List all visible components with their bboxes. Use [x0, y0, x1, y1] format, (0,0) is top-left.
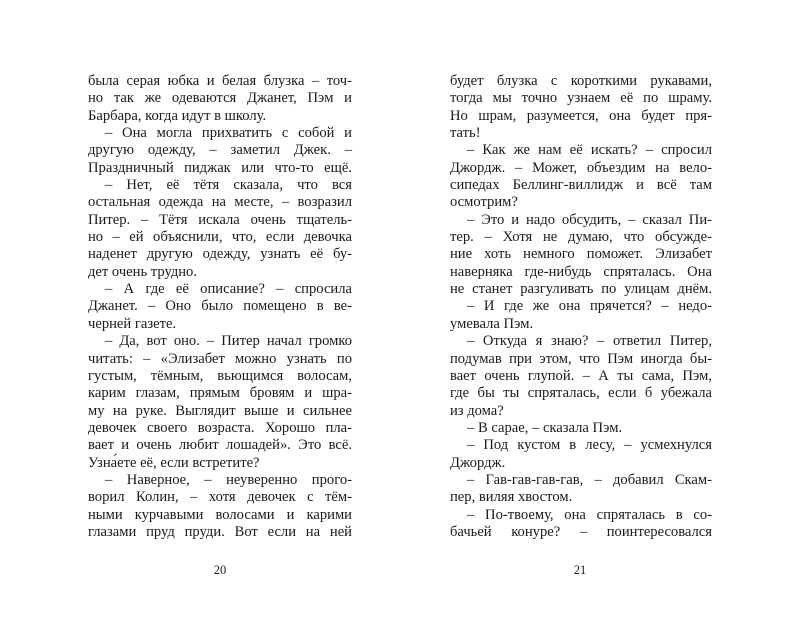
text-line: наверняка где-нибудь спряталась. Она — [450, 263, 712, 280]
text-line: Питер. – Тётя искала очень тщатель- — [88, 211, 352, 228]
text-line: осмотрим? — [450, 194, 518, 211]
text-line: другую одежду, – заметил Джек. – — [88, 142, 352, 159]
text-line: – Гав-гав-гав-гав, – добавил Скам- — [467, 471, 712, 488]
text-line: тать! — [450, 125, 481, 142]
text-line: девочек своего возраста. Хорошо пла- — [88, 419, 352, 436]
right-page-text — [450, 73, 712, 541]
text-line: – А где её описание? – спросила — [105, 281, 352, 298]
text-line: тер. – Хотя не думаю, что обсужде- — [450, 229, 712, 246]
text-line: – По-твоему, она спряталась в со- — [467, 506, 712, 523]
page-number-right: 21 — [573, 563, 587, 577]
text-line: Барбара, когда идут в школу. — [88, 107, 267, 124]
text-line: – Под кустом в лесу, – усмехнулся — [467, 437, 712, 454]
text-line: остальная одежда на месте, – возразил — [88, 194, 352, 211]
text-line: Праздничный пиджак или что-то ещё. — [88, 159, 352, 176]
text-line: вает и очень любит лошадей». Это всё. — [88, 437, 352, 454]
text-line: пер, виляя хвостом. — [450, 489, 573, 506]
text-line: – Это и надо обсудить, – сказал Пи- — [467, 211, 712, 228]
text-line: из дома? — [450, 402, 504, 419]
left-page-text — [88, 73, 352, 541]
text-line: Узна́ете её, если встретите? — [88, 454, 260, 471]
text-line: карим глазам, прямым бровям и шра- — [88, 385, 352, 402]
text-line: – Она могла прихватить с собой и — [105, 125, 352, 142]
text-line: читать: – «Элизабет можно узнать по — [88, 350, 352, 367]
text-line: Джанет. – Оно было помещено в ве- — [88, 298, 352, 315]
text-line: – В сарае, – сказала Пэм. — [467, 419, 623, 436]
text-line: где бы ты спряталась, если б убежала — [450, 385, 712, 402]
text-line: тогда мы точно узнаем её по шраму. — [450, 90, 712, 107]
text-line: Джордж. — [450, 454, 506, 471]
text-line: черней газете. — [88, 315, 177, 332]
text-line: бачьей конуре? – поинтересовался — [450, 523, 712, 540]
text-line: ворил Колин, – хотя девочек с тём- — [88, 489, 352, 506]
text-line: ние хоть немного поможет. Элизабет — [450, 246, 712, 263]
text-line: наденет другую одежду, узнать её бу- — [88, 246, 352, 263]
text-line: глазами пруд пруди. Вот если на ней — [88, 523, 352, 540]
text-line: – Откуда я знаю? – ответил Питер, — [467, 333, 712, 350]
text-line: – Да, вот оно. – Питер начал громко — [105, 333, 352, 350]
text-line: умевала Пэм. — [450, 315, 534, 332]
text-line: – Как же нам её искать? – спросил — [467, 142, 712, 159]
text-line: вает очень глупой. – А ты сама, Пэм, — [450, 367, 712, 384]
text-line: но так же одеваются Джанет, Пэм и — [88, 90, 352, 107]
text-line: густым, тёмным, вьющимся волосам, — [88, 367, 352, 384]
text-line: му на руке. Выглядит выше и сильнее — [88, 402, 352, 419]
text-line: будет блузка с короткими рукавами, — [450, 73, 712, 89]
text-line: – И где же она прячется? – недо- — [467, 298, 712, 315]
text-line: Но шрам, разумеется, она будет пря- — [450, 107, 712, 124]
text-line: – Нет, её тётя сказала, что вся — [105, 177, 352, 194]
text-line: дет очень трудно. — [88, 263, 197, 280]
text-line: Джордж. – Может, объездим на вело- — [450, 159, 712, 176]
text-line: подумав при этом, что Пэм иногда бы- — [450, 350, 712, 367]
text-line: не станет разгуливать по улицам днём. — [450, 281, 712, 298]
text-line: была серая юбка и белая блузка – точ- — [88, 73, 352, 89]
text-line: но – ей объяснили, что, если девочка — [88, 229, 352, 246]
page-number-left: 20 — [213, 563, 227, 577]
text-line: – Наверное, – неуверенно прого- — [105, 471, 352, 488]
text-line: ными курчавыми волосами и карими — [88, 506, 352, 523]
text-line: сипедах Беллинг-виллидж и всё там — [450, 177, 712, 194]
